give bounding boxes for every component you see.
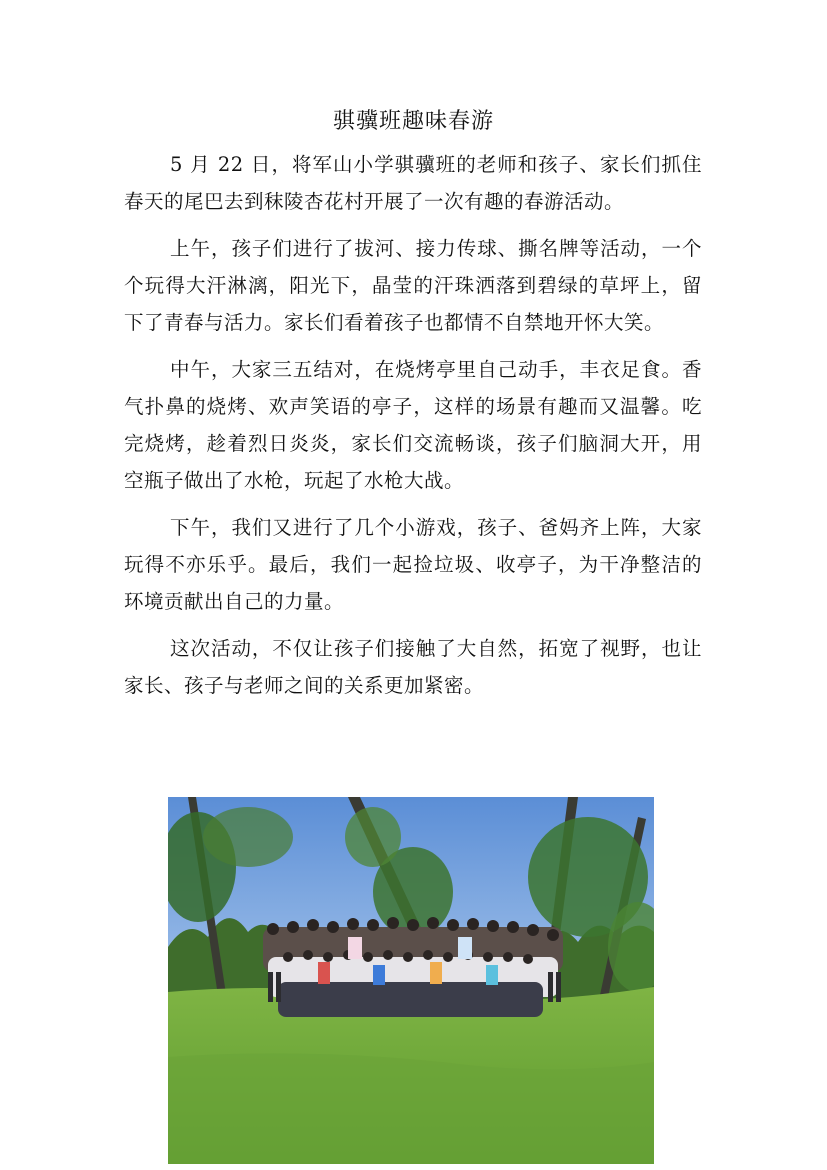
paragraph-noon: 中午，大家三五结对，在烧烤亭里自己动手，丰衣足食。香气扑鼻的烧烤、欢声笑语的亭子，这样的场景有趣而又温馨。吃完烧烤，趁着烈日炎炎，家长们交流畅谈，孩子们脑洞大开，用空瓶子做出了水枪，玩起了水枪大战。 <box>124 358 702 492</box>
document-title: 骐骥班趣味春游 <box>332 109 494 134</box>
people-group <box>263 917 563 1017</box>
paragraph-intro: 5 月 22 日，将军山小学骐骥班的老师和孩子、家长们抓住春天的尾巴去到秣陵杏花村开展了一次有趣的春游活动。 <box>124 153 702 213</box>
paragraph-conclusion: 这次活动，不仅让孩子们接触了大自然，拓宽了视野，也让家长、孩子与老师之间的关系更加紧密。 <box>124 637 702 697</box>
group-photo <box>168 797 654 1164</box>
left-tree-canopy-2 <box>203 807 293 867</box>
paragraph-afternoon: 下午，我们又进行了几个小游戏，孩子、爸妈齐上阵，大家玩得不亦乐乎。最后，我们一起捡垃圾、收亭子，为干净整洁的环境贡献出自己的力量。 <box>124 516 702 613</box>
group-front-row <box>278 982 543 1017</box>
grass-texture <box>168 1053 654 1164</box>
document-body <box>124 146 702 714</box>
group-photo-illustration <box>168 797 654 1164</box>
paragraph-morning: 上午，孩子们进行了拔河、接力传球、撕名牌等活动，一个个玩得大汗淋漓，阳光下，晶莹的汗珠洒落到碧绿的草坪上，留下了青春与活力。家长们看着孩子也都情不自禁地开怀大笑。 <box>124 237 702 334</box>
center-tree-canopy-2 <box>345 807 401 867</box>
